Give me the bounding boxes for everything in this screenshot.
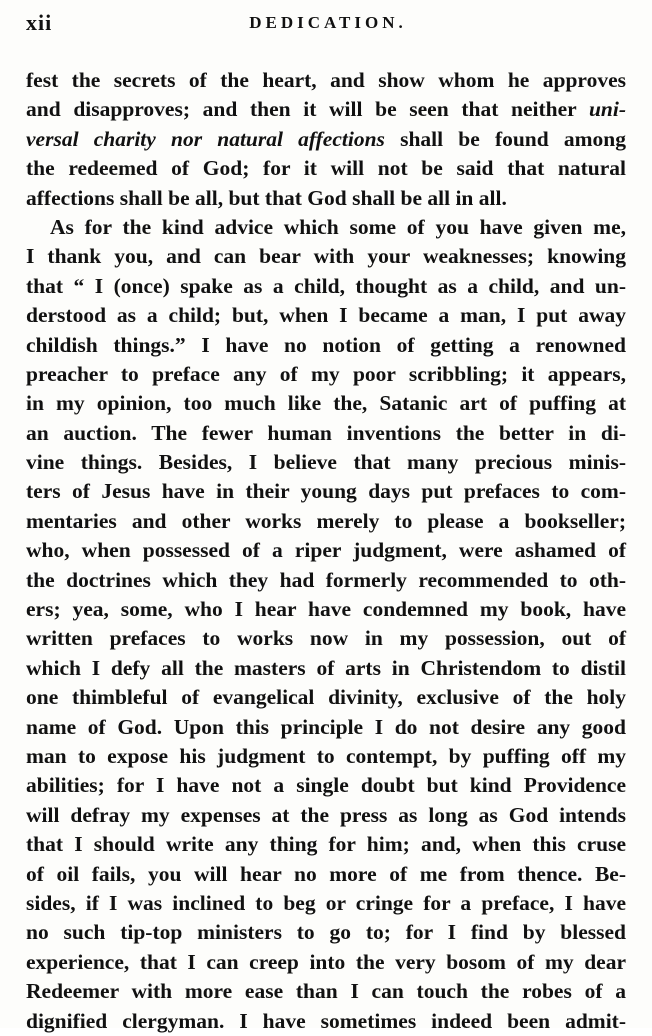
text-line: affections shall be all, but that God shall be all in all. [26,185,507,210]
text-line: sides, if I was inclined to beg or cringe for a preface, I have [26,890,626,915]
italic-fragment: natural affections [217,126,385,151]
text-line: mentaries and other works merely to please a bookseller; [26,508,626,533]
text-line: abilities; for I have not a single doubt but kind Providence [26,773,626,798]
text-line: will defray my expenses at the press as long as God intends [26,802,626,827]
text-line: dignified clergyman. I have sometimes indeed been admit- [26,1008,626,1033]
text-line: derstood as a child; but, when I became a man, I put away [26,303,626,328]
text-line: that “ I (once) spake as a child, thought as a child, and un- [26,273,626,298]
text-line [26,125,626,154]
text-line: which I defy all the masters of arts in Christendom to distil [26,655,626,680]
text-line: written prefaces to works now in my possession, out of [26,626,626,651]
text-line: name of God. Upon this principle I do not desire any good [26,714,626,739]
text-line: of oil fails, you will hear no more of me from thence. Be- [26,861,626,886]
italic-fragment: versal charity nor [26,126,218,151]
text-line: that I should write any thing for him; and, when this cruse [26,832,626,857]
text-line: man to expose his judgment to contempt, by puffing off my [26,743,626,768]
page-header [26,10,630,44]
text-line: preacher to preface any of my poor scribbling; it appears, [26,361,626,386]
text-line: childish things.” I have no notion of getting a renowned [26,332,626,357]
page-number: xii [26,10,53,35]
text-line [26,95,626,124]
text-line: ters of Jesus have in their young days put prefaces to com- [26,479,626,504]
text-line: fest the secrets of the heart, and show whom he approves [26,68,626,92]
text-line: one thimbleful of evangelical divinity, exclusive of the holy [26,685,626,710]
text-line: As for the kind advice which some of you have given me, [50,214,626,239]
text-line: experience, that I can creep into the very bosom of my dear [26,949,626,974]
text-line: Redeemer with more ease than I can touch the robes of a [26,979,626,1004]
text-fragment: and disapproves; and then it will be seen that neither [26,97,589,122]
text-line: who, when possessed of a riper judgment, were ashamed of [26,538,626,563]
text-line: an auction. The fewer human inventions the better in di- [26,420,626,445]
text-line: the doctrines which they had formerly recommended to oth- [26,567,626,592]
dedication-body-text [26,66,626,1036]
text-line: in my opinion, too much like the, Satanic art of puffing at [26,391,626,416]
text-fragment: shall be found among [384,126,627,151]
running-head: DEDICATION. [249,13,407,32]
italic-fragment: uni- [588,97,626,122]
text-line: the redeemed of God; for it will not be said that natural [26,156,626,181]
text-line: ers; yea, some, who I hear have condemned my book, have [26,597,626,622]
text-line: no such tip-top ministers to go to; for I find by blessed [26,920,626,945]
text-line: I thank you, and can bear with your weaknesses; knowing [26,244,626,269]
text-line: vine things. Besides, I believe that many precious minis- [26,450,626,475]
